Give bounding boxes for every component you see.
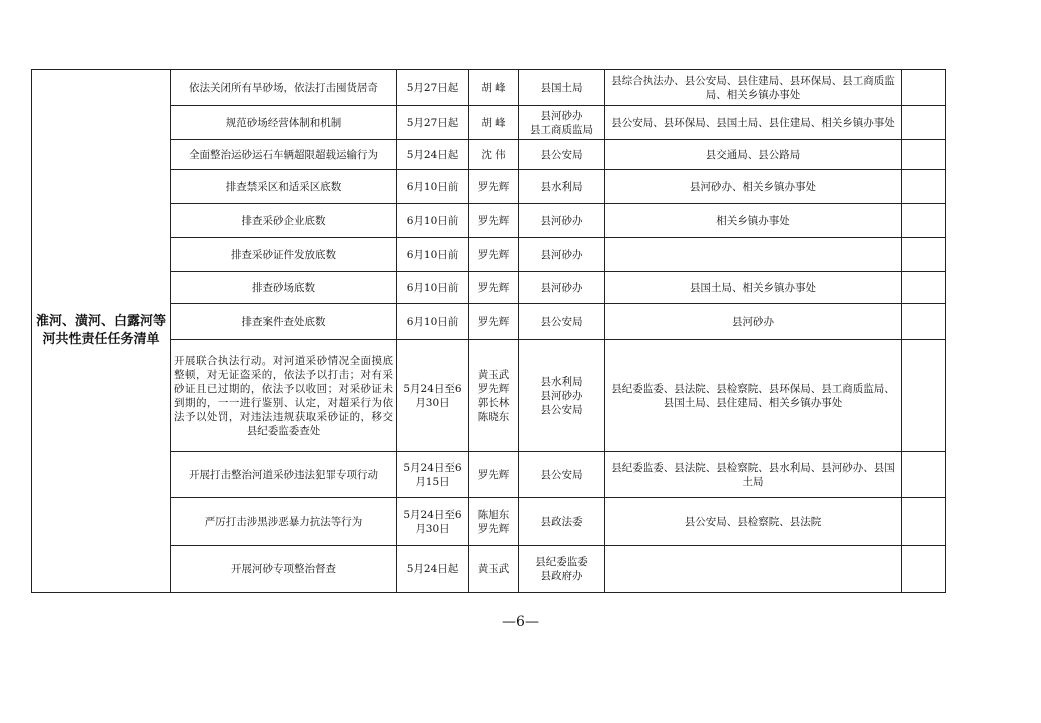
time-cell: 5月24日至6月15日 [397,452,469,498]
note-cell [902,238,946,272]
lead-unit-cell [519,498,605,546]
leader-cell [469,204,519,238]
coop-unit-cell: 县交通局、县公路局 [605,140,902,170]
leader-cell-line: 黄玉武 [477,368,510,381]
lead-unit-cell-line: 县政法委 [540,515,583,528]
time-cell: 5月24日至6月30日 [397,340,469,452]
task-cell: 开展联合执法行动。对河道采砂情况全面摸底整顿，对无证盗采的，依法予以打击；对有采砂证且已过期的，依法予以收回；对采砂证未到期的，一一进行鉴别、认定，对超采行为依法予以处罚，对违法违规获取采砂证的，移交县纪委监委查处 [171,340,397,452]
coop-unit-cell: 县国土局、相关乡镇办事处 [605,272,902,304]
time-cell: 6月10日前 [397,204,469,238]
time-cell: 5月27日起 [397,70,469,106]
leader-cell [469,106,519,140]
lead-unit-cell-line: 县河砂办 [540,389,583,402]
note-cell [902,452,946,498]
note-cell [902,70,946,106]
note-cell [902,204,946,238]
task-cell: 规范砂场经营体制和机制 [171,106,397,140]
leader-cell-line: 郭长林 [477,396,510,409]
lead-unit-cell-line: 县公安局 [540,315,583,328]
lead-unit-cell-line: 县河砂办 [540,214,583,227]
coop-unit-cell: 县公安局、县检察院、县法院 [605,498,902,546]
coop-unit-cell [605,546,902,593]
time-cell: 5月24日至6月30日 [397,498,469,546]
leader-cell-line: 罗先辉 [477,382,510,395]
note-cell [902,170,946,204]
leader-cell-line: 胡 峰 [481,81,506,94]
lead-unit-cell [519,238,605,272]
leader-cell [469,498,519,546]
lead-unit-cell-line: 县河砂办 [540,281,583,294]
note-cell [902,340,946,452]
lead-unit-cell-line: 县公安局 [540,403,583,416]
leader-cell-line: 沈 伟 [481,148,506,161]
time-cell: 5月24日起 [397,546,469,593]
time-cell: 6月10日前 [397,272,469,304]
leader-cell-line: 陈旭东 [477,508,510,521]
leader-cell [469,452,519,498]
task-cell: 开展河砂专项整治督查 [171,546,397,593]
leader-cell [469,546,519,593]
lead-unit-cell-line: 县公安局 [540,148,583,161]
lead-unit-cell [519,546,605,593]
lead-unit-cell-line: 县纪委监委 [535,556,588,568]
lead-unit-cell-line: 县水利局 [540,180,583,193]
task-cell: 排查采砂企业底数 [171,204,397,238]
lead-unit-cell-line: 县河砂办 [540,109,583,122]
task-cell: 排查采砂证件发放底数 [171,238,397,272]
lead-unit-cell [519,70,605,106]
leader-cell [469,238,519,272]
lead-unit-cell [519,304,605,340]
coop-unit-cell: 县河砂办 [605,304,902,340]
lead-unit-cell [519,272,605,304]
coop-unit-cell: 县公安局、县环保局、县国土局、县住建局、相关乡镇办事处 [605,106,902,140]
lead-unit-cell-line: 县公安局 [540,468,583,481]
leader-cell-line: 罗先辉 [477,281,510,294]
coop-unit-cell: 县纪委监委、县法院、县检察院、县水利局、县河砂办、县国土局 [605,452,902,498]
note-cell [902,546,946,593]
leader-cell [469,140,519,170]
lead-unit-cell [519,106,605,140]
coop-unit-cell: 县综合执法办、县公安局、县住建局、县环保局、县工商质监局、相关乡镇办事处 [605,70,902,106]
time-cell: 5月27日起 [397,106,469,140]
lead-unit-cell [519,452,605,498]
leader-cell-line: 胡 峰 [481,116,506,129]
lead-unit-cell [519,140,605,170]
coop-unit-cell: 县河砂办、相关乡镇办事处 [605,170,902,204]
leader-cell-line: 陈晓东 [477,410,510,423]
leader-cell [469,272,519,304]
time-cell: 6月10日前 [397,238,469,272]
leader-cell-line: 罗先辉 [477,315,510,328]
time-cell: 6月10日前 [397,170,469,204]
note-cell [902,106,946,140]
leader-cell [469,70,519,106]
leader-cell [469,170,519,204]
leader-cell-line: 罗先辉 [477,180,510,193]
coop-unit-cell [605,238,902,272]
time-cell: 5月24日起 [397,140,469,170]
lead-unit-cell-line: 县国土局 [540,81,583,94]
lead-unit-cell-line: 县河砂办 [540,248,583,261]
task-table [31,69,946,593]
leader-cell-line: 罗先辉 [477,522,510,535]
lead-unit-cell [519,340,605,452]
page-number: —6— [502,614,539,630]
note-cell [902,498,946,546]
leader-cell-line: 罗先辉 [477,214,510,227]
lead-unit-cell [519,204,605,238]
task-cell: 排查砂场底数 [171,272,397,304]
task-cell: 依法关闭所有旱砂场，依法打击囤货居奇 [171,70,397,106]
lead-unit-cell [519,170,605,204]
coop-unit-cell: 相关乡镇办事处 [605,204,902,238]
table-row [32,70,946,106]
leader-cell-line: 黄玉武 [477,563,510,575]
note-cell [902,140,946,170]
leader-cell-line: 罗先辉 [477,468,510,481]
task-cell: 全面整治运砂运石车辆超限超载运输行为 [171,140,397,170]
task-cell: 严厉打击涉黑涉恶暴力抗法等行为 [171,498,397,546]
leader-cell-line: 罗先辉 [477,248,510,261]
category-cell: 淮河、潢河、白露河等河共性责任任务清单 [32,70,171,593]
note-cell [902,272,946,304]
leader-cell [469,304,519,340]
note-cell [902,304,946,340]
time-cell: 6月10日前 [397,304,469,340]
task-cell: 排查禁采区和适采区底数 [171,170,397,204]
leader-cell [469,340,519,452]
coop-unit-cell: 县纪委监委、县法院、县检察院、县环保局、县工商质监局、县国土局、县住建局、相关乡镇办事处 [605,340,902,452]
task-cell: 排查案件查处底数 [171,304,397,340]
task-cell: 开展打击整治河道采砂违法犯罪专项行动 [171,452,397,498]
lead-unit-cell-line: 县政府办 [540,570,583,582]
lead-unit-cell-line: 县工商质监局 [530,123,593,136]
lead-unit-cell-line: 县水利局 [540,375,583,388]
